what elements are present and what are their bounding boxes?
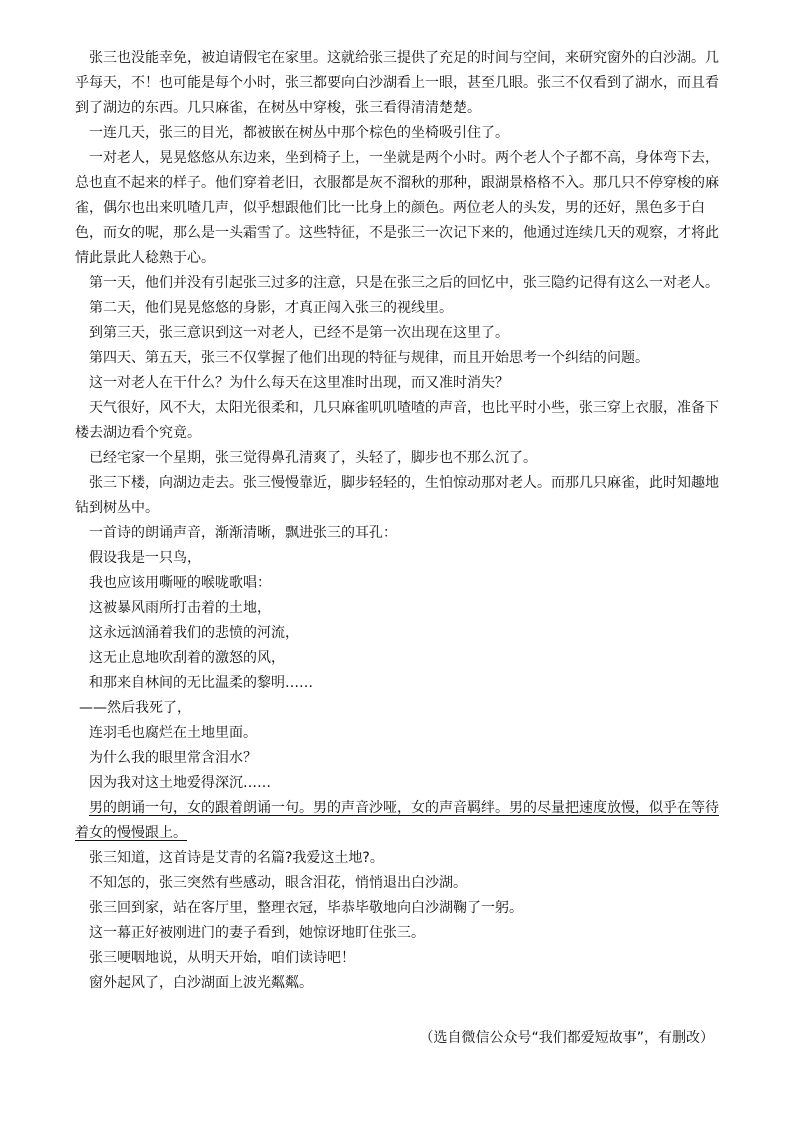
poem-line-6: 和那来自林间的无比温柔的黎明…… (89, 675, 313, 691)
closing-paragraph-1: 张三知道，这首诗是艾青的名篇?我爱这土地?。 (89, 850, 384, 866)
paragraph-11: 张三下楼，向湖边走去。张三慢慢靠近，脚步轻轻的，生怕惊动那对老人。而那几只麻雀，此时知趣地钻到树丛中。 (75, 475, 719, 516)
poem-line-7: ——然后我死了， (79, 700, 191, 716)
closing-paragraph-4: 这一幕正好被刚进门的妻子看到，她惊讶地盯住张三。 (89, 925, 425, 941)
paragraph-7: 第四天、第五天，张三不仅掌握了他们出现的特征与规律，而且开始思考一个纠结的问题。 (89, 350, 649, 366)
paragraph-1: 张三也没能幸免，被迫请假宅在家里。这就给张三提供了充足的时间与空间，来研究窗外的白沙湖。几乎每天，不！也可能是每个小时，张三都要向白沙湖看上一眼，甚至几眼。张三不仅看到了湖水，而且看到了湖边的东西。几只麻雀，在树丛中穿梭，张三看得清清楚楚。 (75, 50, 719, 116)
paragraph-9: 天气很好，风不大，太阳光很柔和，几只麻雀叽叽喳喳的声音，也比平时小些，张三穿上衣服，准备下楼去湖边看个究竟。 (75, 400, 719, 441)
poem-line-2: 我也应该用嘶哑的喉咙歌唱： (89, 575, 271, 591)
paragraph-10: 已经宅家一个星期，张三觉得鼻孔清爽了，头轻了，脚步也不那么沉了。 (89, 450, 537, 466)
paragraph-12: 一首诗的朗诵声音，渐渐清晰，飘进张三的耳孔： (89, 525, 397, 541)
underlined-paragraph (75, 796, 725, 846)
closing-paragraph-5: 张三哽咽地说，从明天开始，咱们读诗吧！ (89, 950, 355, 966)
closing-paragraph-3: 张三回到家，站在客厅里，整理衣冠，毕恭毕敬地向白沙湖鞠了一躬。 (89, 900, 523, 916)
source-attribution: （选自微信公众号“我们都爱短故事”，有删改） (419, 1030, 714, 1046)
paragraph-8: 这一对老人在干什么？为什么每天在这里准时出现，而又准时消失？ (89, 375, 509, 391)
poem-line-9: 为什么我的眼里常含泪水？ (89, 750, 257, 766)
poem-line-1: 假设我是一只鸟， (89, 550, 201, 566)
paragraph-3: 一对老人，晃晃悠悠从东边来，坐到椅子上，一坐就是两个小时。两个老人个子都不高，身体弯下去，总也直不起来的样子。他们穿着老旧，衣服都是灰不溜秋的那种，跟湖景格格不入。那几只不停穿梭的麻雀，偶尔也出来叽喳几声，似乎想跟他们比一比身上的颜色。两位老人的头发，男的还好，黑色多于白色，而女的呢，那么是一头霜雪了。这些特征，不是张三一次记下来的，他通过连续几天的观察，才将此情此景此人稔熟于心。 (75, 150, 719, 266)
poem-line-3: 这被暴风雨所打击着的土地， (89, 600, 271, 616)
paragraph-5: 第二天，他们晃晃悠悠的身影，才真正闯入张三的视线里。 (89, 300, 453, 316)
poem-line-4: 这永远汹涌着我们的悲愤的河流， (89, 625, 299, 641)
poem-line-8: 连羽毛也腐烂在土地里面。 (89, 725, 257, 741)
closing-paragraph-6: 窗外起风了，白沙湖面上波光粼粼。 (89, 975, 313, 991)
paragraph-2: 一连几天，张三的目光，都被嵌在树丛中那个棕色的坐椅吸引住了。 (89, 125, 509, 141)
paragraph-4: 第一天，他们并没有引起张三过多的注意，只是在张三之后的回忆中，张三隐约记得有这么一对老人。 (89, 275, 719, 291)
poem-line-10: 因为我对这土地爱得深沉…… (89, 775, 271, 791)
poem-line-5: 这无止息地吹刮着的激怒的风， (89, 650, 285, 666)
article-body (75, 46, 725, 996)
underlined-text: 男的朗诵一句，女的跟着朗诵一句。男的声音沙哑，女的声音羁绊。男的尽量把速度放慢，似乎在等待着女的慢慢跟上。 (75, 800, 719, 841)
closing-paragraph-2: 不知怎的，张三突然有些感动，眼含泪花，悄悄退出白沙湖。 (89, 875, 467, 891)
paragraph-6: 到第三天，张三意识到这一对老人，已经不是第一次出现在这里了。 (89, 325, 509, 341)
